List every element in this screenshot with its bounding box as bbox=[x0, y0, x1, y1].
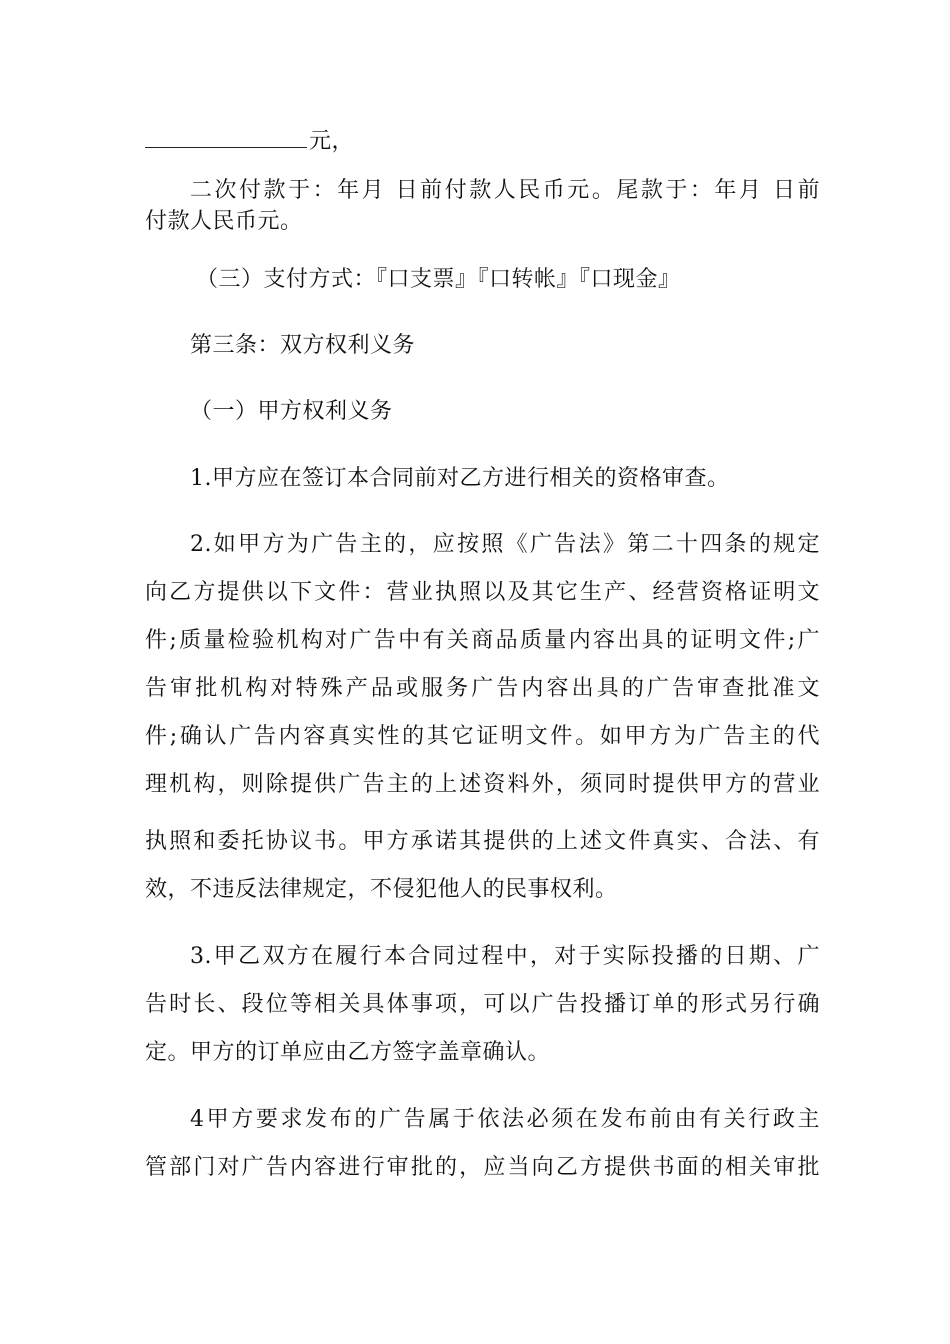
clause-1: 1.甲方应在签订本合同前对乙方进行相关的资格审查。 bbox=[190, 466, 730, 491]
clause-2-line-5: 件;确认广告内容真实性的其它证明文件。如甲方为广告主的代 bbox=[145, 724, 820, 749]
payment-amount-line bbox=[145, 125, 354, 157]
clause-2-line-7: 执照和委托协议书。甲方承诺其提供的上述文件真实、合法、有 bbox=[145, 829, 820, 854]
clause-2-line-6: 理机构，则除提供广告主的上述资料外，须同时提供甲方的营业 bbox=[145, 772, 820, 797]
party-a-heading: （一）甲方权利义务 bbox=[190, 399, 393, 424]
clause-3-line-2: 告时长、段位等相关具体事项，可以广告投播订单的形式另行确 bbox=[145, 992, 820, 1017]
clause-2-line-3: 件;质量检验机构对广告中有关商品质量内容出具的证明文件;广 bbox=[145, 628, 820, 653]
article-three-heading: 第三条：双方权利义务 bbox=[190, 333, 416, 358]
clause-4-line-2: 管部门对广告内容进行审批的，应当向乙方提供书面的相关审批 bbox=[145, 1155, 820, 1180]
clause-3-line-1: 3.甲乙双方在履行本合同过程中，对于实际投播的日期、广 bbox=[190, 944, 820, 969]
second-payment-line: 二次付款于：年月 日前付款人民币元。尾款于：年月 日前 bbox=[190, 178, 820, 203]
amount-blank bbox=[145, 125, 307, 148]
clause-2-line-1: 2.如甲方为广告主的，应按照《广告法》第二十四条的规定 bbox=[190, 532, 820, 557]
clause-2-line-8: 效，不违反法律规定，不侵犯他人的民事权利。 bbox=[145, 877, 618, 902]
payment-method-line: （三）支付方式：『口支票』『口转帐』『口现金』 bbox=[196, 267, 681, 292]
second-payment-line-cont: 付款人民币元。 bbox=[145, 209, 303, 234]
clause-4-line-1: 4甲方要求发布的广告属于依法必须在发布前由有关行政主 bbox=[190, 1107, 820, 1132]
clause-2-line-4: 告审批机构对特殊产品或服务广告内容出具的广告审查批准文 bbox=[145, 676, 820, 701]
amount-suffix: 元， bbox=[309, 129, 355, 154]
clause-3-line-3: 定。甲方的订单应由乙方签字盖章确认。 bbox=[145, 1040, 551, 1065]
clause-2-line-2: 向乙方提供以下文件：营业执照以及其它生产、经营资格证明文 bbox=[145, 580, 820, 605]
